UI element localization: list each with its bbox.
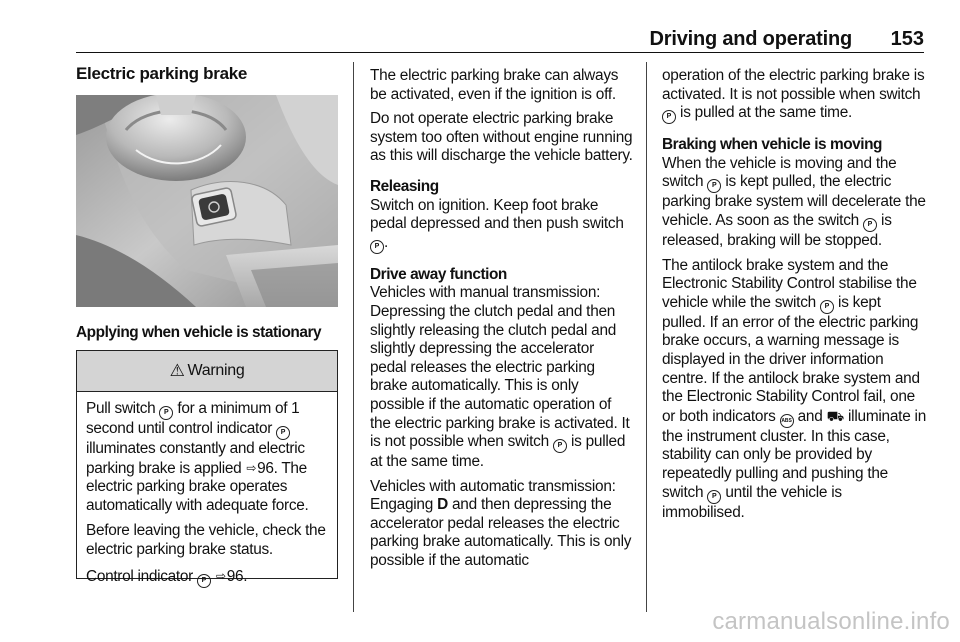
- warning-label: Warning: [187, 362, 245, 379]
- warning-paragraph: Before leaving the vehicle, check the electric parking brake status.: [86, 522, 326, 558]
- body-text: When the vehicle is moving and the switch: [662, 154, 897, 191]
- page-reference[interactable]: 96: [257, 459, 274, 477]
- body-text: Vehicles with automatic transmission: Engaging: [370, 477, 616, 514]
- warning-paragraph: [86, 400, 328, 515]
- warning-text: .: [243, 567, 248, 585]
- body-text: is kept pulled. If an error of the electric parking brake occurs, a warning message is displayed in the driver information centre. If the antilock brake system and the Electronic Stability Control fail, one or both indicators: [662, 293, 920, 425]
- paragraph: [662, 67, 928, 124]
- page-header: [76, 26, 924, 53]
- watermark: carmanualsonline.info: [712, 608, 950, 635]
- warning-header: [77, 351, 337, 392]
- parking-brake-icon: P: [553, 439, 567, 453]
- body-text: and: [797, 407, 823, 425]
- body-text: operation of the electric parking brake is activated. It is not possible when switch: [662, 67, 925, 103]
- body-text: illuminate in the instrument cluster. In this case, stability can only be provided by repeatedly pulling and pushing the switch: [662, 407, 927, 501]
- reference-arrow-icon: ⇨: [246, 460, 257, 475]
- warning-text: for a minimum of 1 second until control indicator: [86, 400, 300, 437]
- warning-text: Control indicator: [86, 567, 193, 585]
- warning-body: [77, 392, 337, 588]
- warning-text: illuminates constantly and electric parking brake is applied: [86, 440, 305, 477]
- paragraph: The electric parking brake can always be activated, even if the ignition is off.: [370, 67, 619, 103]
- body-text: The antilock brake system and the Electronic Stability Control stabilise the vehicle while the switch: [662, 256, 917, 311]
- paragraph: Do not operate electric parking brake system too often without engine running as this will discharge the vehicle battery.: [370, 110, 633, 165]
- body-text: is released, braking will be stopped.: [662, 211, 892, 249]
- column-3: [662, 67, 928, 528]
- warning-paragraph: [86, 567, 328, 588]
- parking-brake-icon: P: [370, 240, 384, 254]
- warning-text: . The electric parking brake operates automatically with adequate force.: [86, 459, 309, 514]
- paragraph: [370, 197, 634, 254]
- body-text: is kept pulled, the electric parking brake system will decelerate the vehicle. As soon as the switch: [662, 173, 926, 229]
- reference-arrow-icon: ⇨: [215, 568, 226, 583]
- paragraph: [370, 284, 634, 471]
- body-text: until the vehicle is immobilised.: [662, 483, 842, 521]
- column-2: [370, 67, 634, 577]
- console-illustration: [76, 95, 338, 307]
- column-divider: [353, 62, 354, 612]
- parking-brake-icon: P: [820, 300, 834, 314]
- heading-drive-away: Drive away function: [370, 265, 507, 283]
- page-reference[interactable]: 96: [226, 567, 244, 585]
- parking-brake-icon: P: [707, 490, 721, 504]
- gear-position: D: [437, 496, 448, 514]
- parking-brake-icon: P: [197, 574, 211, 588]
- parking-brake-switch-photo: [76, 95, 338, 307]
- section-subtitle: Applying when vehicle is stationary: [76, 324, 322, 341]
- warning-triangle-icon: ⚠: [169, 361, 185, 380]
- warning-text: Pull switch: [86, 400, 156, 417]
- body-text: is pulled at the same time.: [370, 433, 626, 471]
- parking-brake-icon: P: [159, 406, 173, 420]
- column-divider: [646, 62, 647, 612]
- warning-box: [76, 350, 338, 585]
- section-title: Driving and operating: [649, 28, 852, 50]
- parking-brake-icon: P: [707, 179, 721, 193]
- paragraph: [662, 257, 928, 523]
- heading-releasing: Releasing: [370, 177, 439, 195]
- paragraph: [370, 478, 634, 571]
- heading-braking-moving: Braking when vehicle is moving: [662, 136, 882, 154]
- parking-brake-icon: P: [863, 218, 877, 232]
- abs-icon: ABS: [780, 414, 794, 428]
- body-text: is pulled at the same time.: [680, 104, 853, 122]
- parking-brake-icon: P: [662, 110, 676, 124]
- body-text: Vehicles with manual transmission: Depressing the clutch pedal and then slightly releasing the clutch pedal and slightly depressing the accelerator pedal releases the electric parking brake automatically. This is only possible if the automatic operation of the electric parking brake is activated. It is not possible when switch: [370, 284, 630, 451]
- body-text: and then depressing the accelerator pedal releases the electric parking brake automatically. This is only possible if the automatic: [370, 496, 632, 570]
- parking-brake-icon: P: [276, 426, 290, 440]
- esc-icon: ⛟: [826, 407, 844, 424]
- body-text: .: [384, 233, 389, 251]
- page-title: Electric parking brake: [76, 64, 248, 83]
- body-text: Switch on ignition. Keep foot brake pedal depressed and then push switch: [370, 196, 624, 233]
- paragraph: [662, 155, 928, 251]
- page-number: 153: [890, 28, 924, 50]
